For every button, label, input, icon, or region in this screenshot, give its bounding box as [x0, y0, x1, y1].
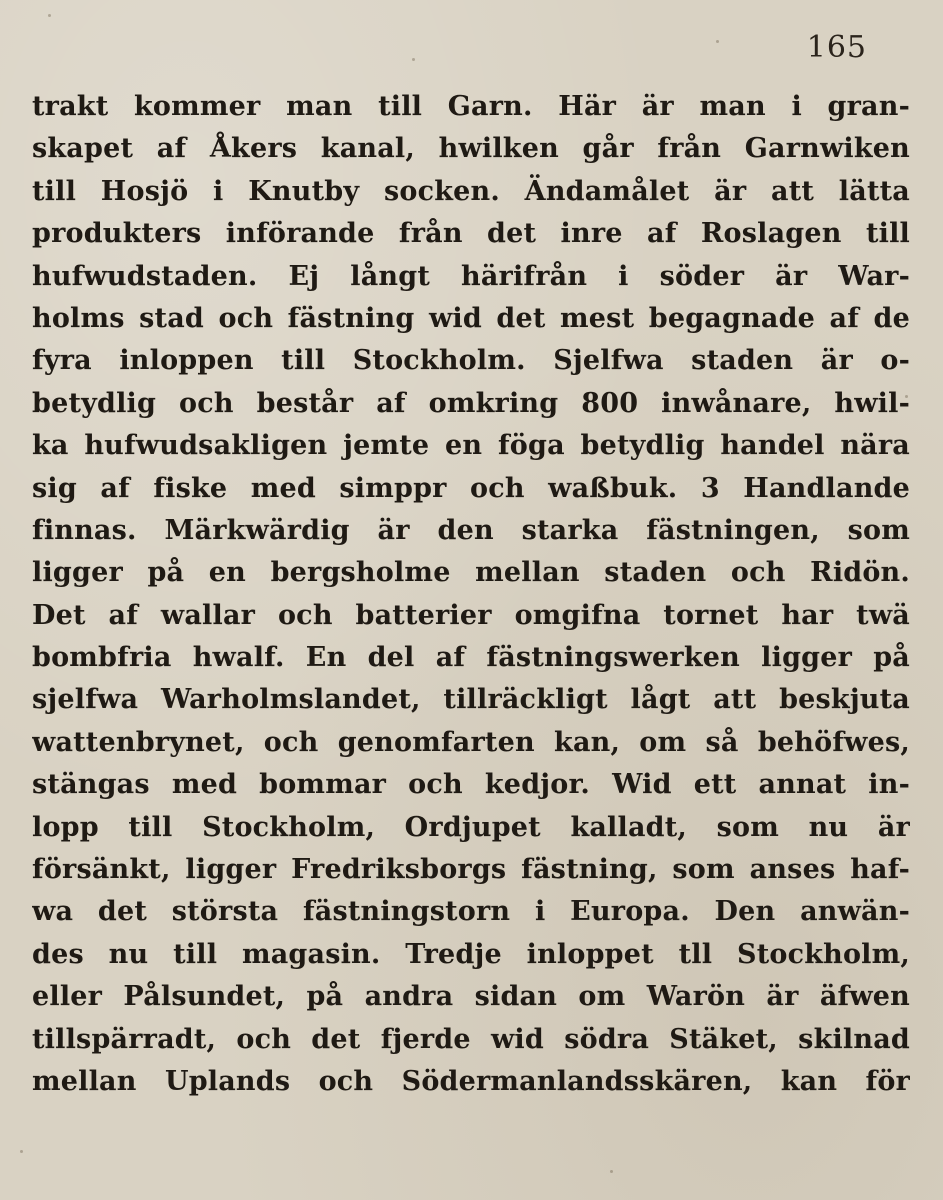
- paper-speck: [20, 1150, 23, 1153]
- text-line: tillspärradt, och det fjerde wid södra Stäket, skilnad: [32, 1023, 910, 1055]
- text-line: lopp till Stockholm, Ordjupet kalladt, som nu är: [32, 811, 910, 843]
- text-line: des nu till magasin. Tredje inloppet tll Stockholm,: [32, 938, 910, 970]
- text-line: betydlig och består af omkring 800 inwånare, hwil-: [32, 387, 910, 419]
- paper-speck: [48, 14, 51, 17]
- text-line: stängas med bommar och kedjor. Wid ett annat in-: [32, 769, 910, 801]
- text-line: eller Pålsundet, på andra sidan om Warön är äfwen: [32, 981, 910, 1013]
- text-line: finnas. Märkwärdig är den starka fästningen, som: [32, 514, 910, 546]
- body-text: [32, 86, 910, 1103]
- text-line: produkters införande från det inre af Roslagen till: [32, 218, 910, 250]
- page-number: 165: [806, 30, 867, 65]
- text-line: sig af fiske med simppr och waßbuk. 3 Handlande: [32, 472, 910, 504]
- paper-speck: [716, 40, 719, 43]
- text-line: wattenbrynet, och genomfarten kan, om så behöfwes,: [32, 726, 910, 758]
- text-line: ligger på en bergsholme mellan staden och Ridön.: [32, 557, 910, 589]
- text-line: hufwudstaden. Ej långt härifrån i söder är War-: [32, 260, 910, 292]
- text-line: bombfria hwalf. En del af fästningswerken ligger på: [32, 642, 910, 674]
- text-line: wa det största fästningstorn i Europa. Den anwän-: [32, 896, 910, 928]
- text-line: holms stad och fästning wid det mest begagnade af de: [32, 302, 910, 334]
- text-line: fyra inloppen till Stockholm. Sjelfwa staden är o-: [32, 345, 910, 377]
- paper-speck: [412, 58, 415, 61]
- paper-speck: [610, 1170, 613, 1173]
- text-line: Det af wallar och batterier omgifna tornet har twä: [32, 599, 910, 631]
- text-line: skapet af Åkers kanal, hwilken går från Garnwiken: [32, 133, 910, 165]
- text-line: mellan Uplands och Södermanlandsskären, kan för: [32, 1065, 910, 1097]
- text-line: trakt kommer man till Garn. Här är man i gran-: [32, 91, 910, 122]
- text-line: till Hosjö i Knutby socken. Ändamålet är att lätta: [32, 175, 910, 207]
- text-line: ka hufwudsakligen jemte en föga betydlig handel nära: [32, 430, 910, 462]
- text-line: sjelfwa Warholmslandet, tillräckligt lågt att beskjuta: [32, 684, 910, 716]
- text-line: försänkt, ligger Fredriksborgs fästning, som anses haf-: [32, 854, 910, 886]
